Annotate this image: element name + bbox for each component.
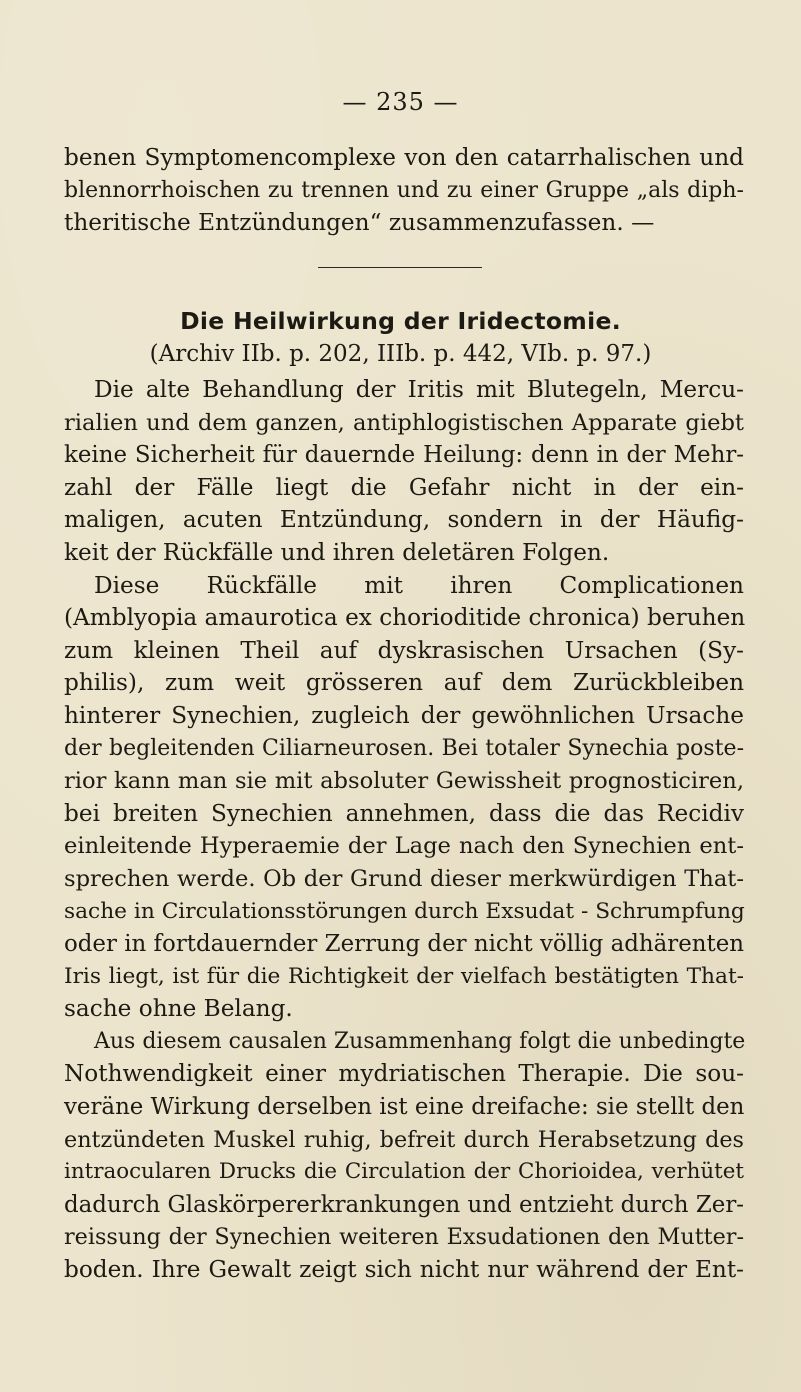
text-line: Aus diesem causalen Zusammenhang folgt die unbedingte bbox=[94, 1028, 746, 1054]
page-number: — 235 — bbox=[342, 88, 459, 116]
text-line: keine Sicherheit für dauernde Heilung: denn in der Mehr- bbox=[64, 442, 744, 469]
text-line: Die alte Behandlung der Iritis mit Blutegeln, Mercu- bbox=[94, 376, 744, 403]
text-line: hinterer Synechien, zugleich der gewöhnlichen Ursache bbox=[64, 701, 744, 729]
text-line: einleitende Hyperaemie der Lage nach den Synechien ent- bbox=[64, 833, 744, 860]
text-line: dadurch Glaskörpererkrankungen und entzieht durch Zer- bbox=[64, 1191, 744, 1218]
text-line: zahl der Fälle liegt die Gefahr nicht in der ein- bbox=[64, 473, 744, 501]
text-line: rior kann man sie mit absoluter Gewissheit prognosticiren, bbox=[64, 768, 744, 795]
text-line: zum kleinen Theil auf dyskrasischen Ursachen (Sy- bbox=[64, 636, 744, 664]
text-line: rialien und dem ganzen, antiphlogistischen Apparate giebt bbox=[64, 409, 744, 436]
text-line: Nothwendigkeit einer mydriatischen Therapie. Die sou- bbox=[64, 1060, 744, 1088]
text-line: blennorrhoischen zu trennen und zu einer Gruppe „als diph- bbox=[64, 177, 744, 203]
text-line: theritische Entzündungen“ zusammenzufassen. — bbox=[64, 209, 655, 237]
text-line: benen Symptomencomplexe von den catarrhalischen und bbox=[64, 144, 744, 171]
text-line: reissung der Synechien weiteren Exsudationen den Mutter- bbox=[64, 1224, 744, 1251]
section-reference: (Archiv IIb. p. 202, IIIb. p. 442, VIb. p. 97.) bbox=[149, 341, 652, 367]
text-line: (Amblyopia amaurotica ex chorioditide chronica) beruhen bbox=[64, 604, 746, 632]
text-line: maligen, acuten Entzündung, sondern in der Häufig- bbox=[64, 506, 744, 534]
text-line: der begleitenden Ciliarneurosen. Bei totaler Synechia poste- bbox=[64, 735, 744, 761]
text-line: Iris liegt, ist für die Richtigkeit der vielfach bestätigten That- bbox=[64, 963, 744, 989]
section-divider bbox=[318, 267, 482, 268]
text-line: sache ohne Belang. bbox=[64, 995, 293, 1023]
text-line: veräne Wirkung derselben ist eine dreifache: sie stellt den bbox=[64, 1094, 745, 1121]
text-line: sache in Circulationsstörungen durch Exsudat - Schrumpfung bbox=[64, 898, 745, 924]
text-line: sprechen werde. Ob der Grund dieser merkwürdigen That- bbox=[64, 865, 744, 892]
text-line: boden. Ihre Gewalt zeigt sich nicht nur während der Ent- bbox=[64, 1256, 744, 1284]
intro-paragraph bbox=[64, 142, 744, 240]
text-line: bei breiten Synechien annehmen, dass die das Recidiv bbox=[64, 799, 744, 827]
section-heading: Die Heilwirkung der Iridectomie. bbox=[180, 307, 621, 335]
text-line: keit der Rückfälle und ihren deletären Folgen. bbox=[64, 538, 610, 566]
text-line: oder in fortdauernder Zerrung der nicht völlig adhärenten bbox=[64, 931, 744, 958]
text-line: philis), zum weit grösseren auf dem Zurückbleiben bbox=[64, 669, 744, 697]
text-line: intraocularen Drucks die Circulation der Chorioidea, verhütet bbox=[64, 1159, 744, 1185]
text-line: entzündeten Muskel ruhig, befreit durch Herabsetzung des bbox=[64, 1126, 744, 1153]
text-line: Diese Rückfälle mit ihren Complicationen bbox=[94, 571, 744, 599]
main-text bbox=[64, 374, 744, 1287]
